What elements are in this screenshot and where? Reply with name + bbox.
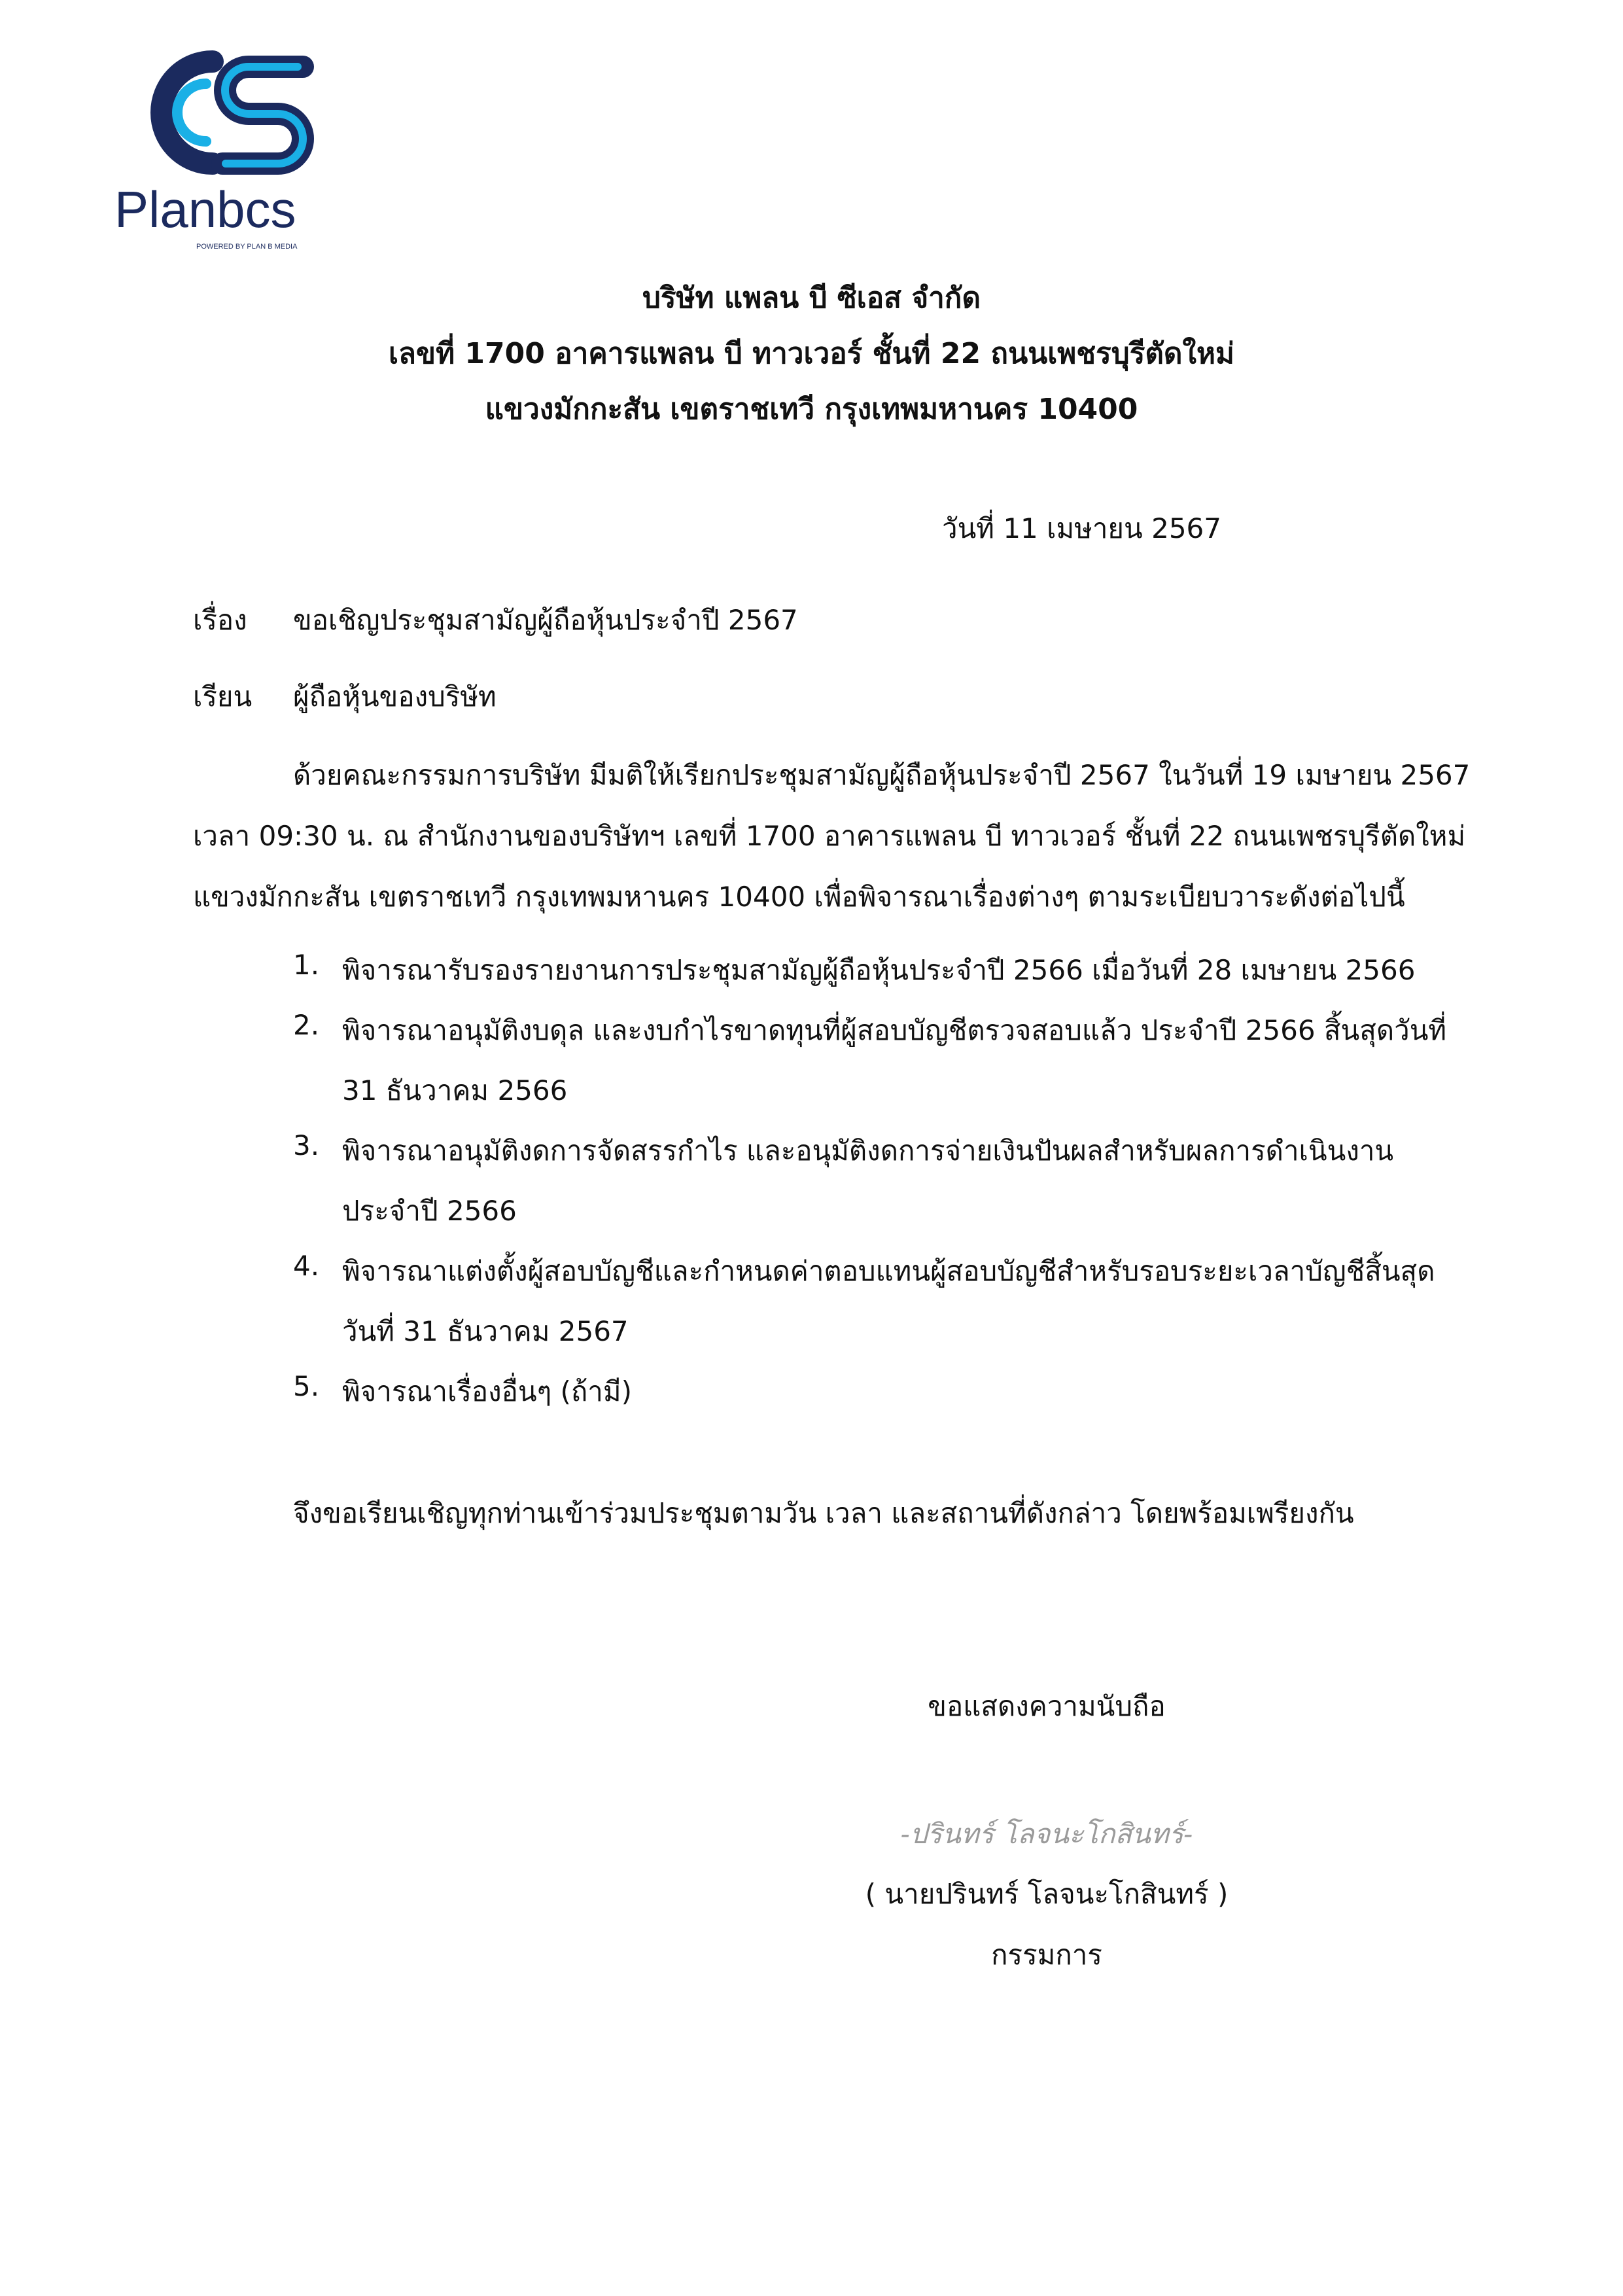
company-address-line1: เลขที่ 1700 อาคารแพลน บี ทาวเวอร์ ชั้นที่ 22 ถนนเพชรบุรีตัดใหม่ bbox=[389, 337, 1234, 370]
company-name: บริษัท แพลน บี ซีเอส จำกัด bbox=[642, 281, 981, 315]
logo-tagline: POWERED BY PLAN B MEDIA bbox=[196, 243, 298, 251]
company-address-line2: แขวงมักกะสัน เขตราชเทวี กรุงเทพมหานคร 10400 bbox=[485, 393, 1138, 426]
agenda-item-number: 3. bbox=[293, 1129, 320, 1161]
agenda-item-text: พิจารณาอนุมัติงดการจัดสรรกำไร และอนุมัติงดการจ่ายเงินปันผลสำหรับผลการดำเนินงาน bbox=[342, 1135, 1394, 1167]
agenda-item-text: พิจารณาอนุมัติงบดุล และงบกำไรขาดทุนที่ผู้สอบบัญชีตรวจสอบแล้ว ประจำปี 2566 สิ้นสุดวันที่ bbox=[342, 1014, 1447, 1046]
signature: -ปรินทร์ โลจนะโกสินทร์- bbox=[900, 1818, 1193, 1850]
agenda-item-text: พิจารณารับรองรายงานการประชุมสามัญผู้ถือหุ้นประจำปี 2566 เมื่อวันที่ 28 เมษายน 2566 bbox=[342, 954, 1416, 986]
agenda-item-continuation: วันที่ 31 ธันวาคม 2567 bbox=[342, 1315, 629, 1347]
letter-date: วันที่ 11 เมษายน 2567 bbox=[942, 512, 1221, 544]
body-line-1: ด้วยคณะกรรมการบริษัท มีมติให้เรียกประชุมสามัญผู้ถือหุ้นประจำปี 2567 ในวันที่ 19 เมษายน 2567 bbox=[293, 759, 1471, 791]
body-line-3: แขวงมักกะสัน เขตราชเทวี กรุงเทพมหานคร 10400 เพื่อพิจารณาเรื่องต่างๆ ตามระเบียบวาระดังต่อไปนี้ bbox=[193, 881, 1405, 913]
company-logo bbox=[114, 41, 337, 256]
signer-title: กรรมการ bbox=[991, 1939, 1102, 1971]
agenda-item-number: 5. bbox=[293, 1370, 320, 1402]
agenda-item-continuation: ประจำปี 2566 bbox=[342, 1195, 517, 1227]
body-line-2: เวลา 09:30 น. ณ สำนักงานของบริษัทฯ เลขที่ 1700 อาคารแพลน บี ทาวเวอร์ ชั้นที่ 22 ถนนเพชรบุรีตัดใหม่ bbox=[193, 820, 1466, 852]
agenda-item-continuation: 31 ธันวาคม 2566 bbox=[342, 1074, 568, 1106]
recipient-text: ผู้ถือหุ้นของบริษัท bbox=[293, 680, 497, 713]
sign-off: ขอแสดงความนับถือ bbox=[928, 1690, 1166, 1722]
signer-name: ( นายปรินทร์ โลจนะโกสินทร์ ) bbox=[865, 1878, 1229, 1910]
subject-text: ขอเชิญประชุมสามัญผู้ถือหุ้นประจำปี 2567 bbox=[293, 604, 798, 636]
agenda-item-number: 4. bbox=[293, 1250, 320, 1282]
cs-logo-mark bbox=[114, 41, 337, 256]
agenda-item-number: 1. bbox=[293, 949, 320, 981]
agenda-item-number: 2. bbox=[293, 1009, 320, 1041]
recipient-label: เรียน bbox=[193, 680, 253, 713]
closing-text: จึงขอเรียนเชิญทุกท่านเข้าร่วมประชุมตามวัน เวลา และสถานที่ดังกล่าว โดยพร้อมเพรียงกัน bbox=[293, 1497, 1354, 1529]
subject-label: เรื่อง bbox=[193, 604, 247, 636]
logo-brand-text: Planbcs bbox=[114, 181, 296, 238]
agenda-item-text: พิจารณาแต่งตั้งผู้สอบบัญชีและกำหนดค่าตอบแทนผู้สอบบัญชีสำหรับรอบระยะเวลาบัญชีสิ้นสุด bbox=[342, 1255, 1435, 1287]
agenda-item-text: พิจารณาเรื่องอื่นๆ (ถ้ามี) bbox=[342, 1375, 632, 1407]
